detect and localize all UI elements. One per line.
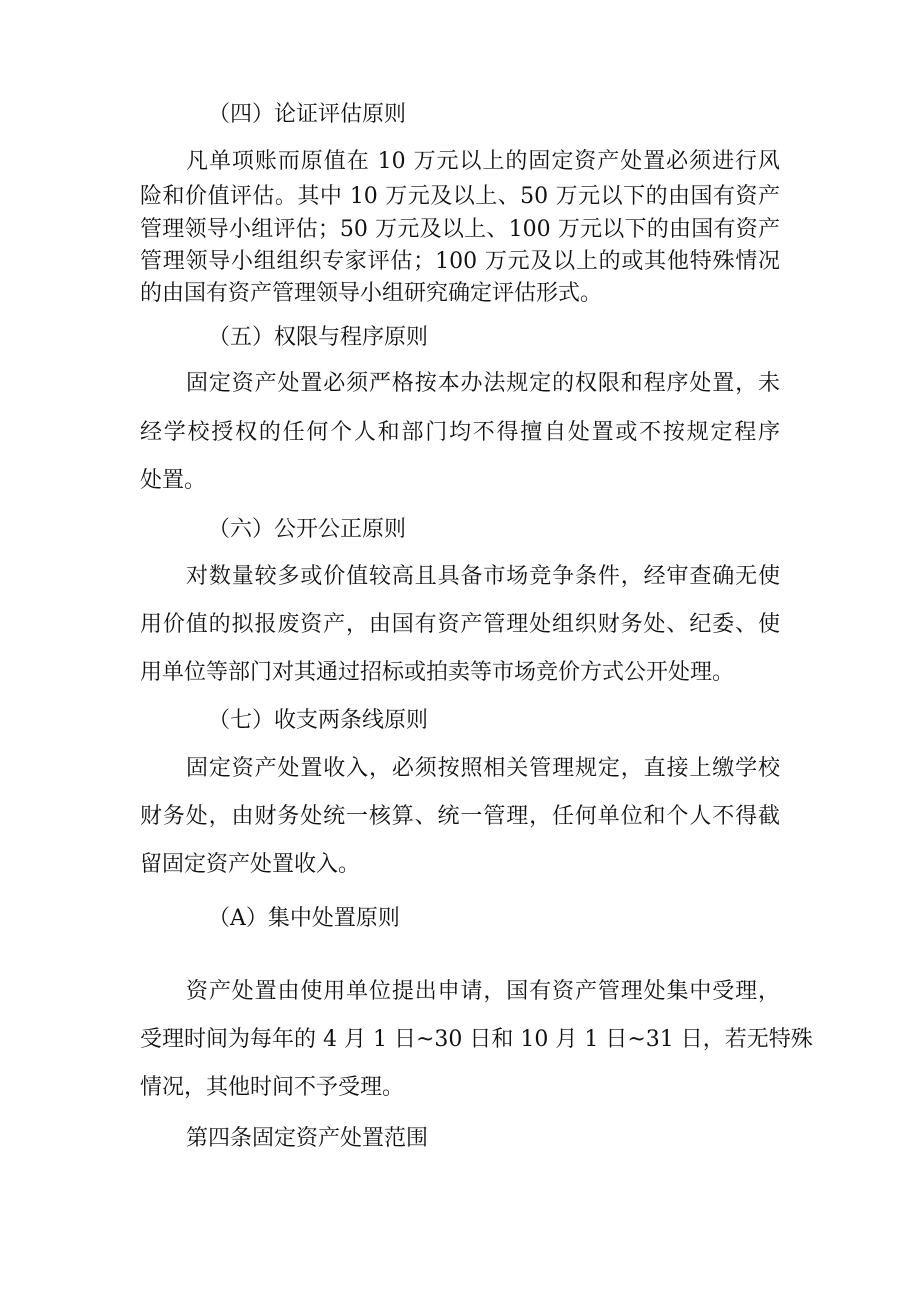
- paragraph-line: 对数量较多或价值较高且具备市场竞争条件，经审查确无使: [186, 564, 780, 589]
- paragraph-line: 管理领导小组组织专家评估；100 万元及以上的或其他特殊情况: [140, 249, 780, 274]
- paragraph-line: 处置。: [140, 468, 207, 493]
- paragraph-line: 凡单项账而原值在 10 万元以上的固定资产处置必须进行风: [186, 149, 780, 174]
- paragraph-line: 用单位等部门对其通过招标或拍卖等市场竞价方式公开处理。: [140, 660, 735, 685]
- paragraph-line: 经学校授权的任何个人和部门均不得擅自处置或不按规定程序: [140, 420, 780, 445]
- paragraph-line: 的由国有资产管理领导小组研究确定评估形式。: [140, 281, 603, 306]
- paragraph-line: 受理时间为每年的 4 月 1 日~30 日和 10 月 1 日~31 日，若无特殊: [140, 1027, 813, 1052]
- paragraph-line: 用价值的拟报废资产，由国有资产管理处组织财务处、纪委、使: [140, 612, 780, 637]
- section-heading-7: （七）收支两条线原则: [208, 708, 429, 733]
- section-heading-8: （A）集中处置原则: [208, 906, 400, 931]
- paragraph-line: 固定资产处置收入，必须按照相关管理规定，直接上缴学校: [186, 756, 780, 781]
- paragraph-line: 固定资产处置必须严格按本办法规定的权限和程序处置，未: [186, 371, 780, 396]
- paragraph-line: 资产处置由使用单位提出申请，国有资产管理处集中受理，: [186, 979, 780, 1004]
- paragraph-line: 留固定资产处置收入。: [140, 852, 361, 877]
- paragraph-line: 财务处，由财务处统一核算、统一管理，任何单位和个人不得截: [140, 804, 780, 829]
- paragraph-line: 险和价值评估。其中 10 万元及以上、50 万元以下的由国有资产: [140, 184, 780, 209]
- paragraph-line: 管理领导小组评估；50 万元及以上、100 万元以下的由国有资产: [140, 217, 780, 242]
- paragraph-line: 情况，其他时间不予受理。: [140, 1075, 405, 1100]
- article-title: 第四条固定资产处置范围: [186, 1126, 429, 1151]
- section-heading-4: （四）论证评估原则: [208, 102, 407, 127]
- section-heading-5: （五）权限与程序原则: [208, 325, 429, 350]
- section-heading-6: （六）公开公正原则: [208, 517, 407, 542]
